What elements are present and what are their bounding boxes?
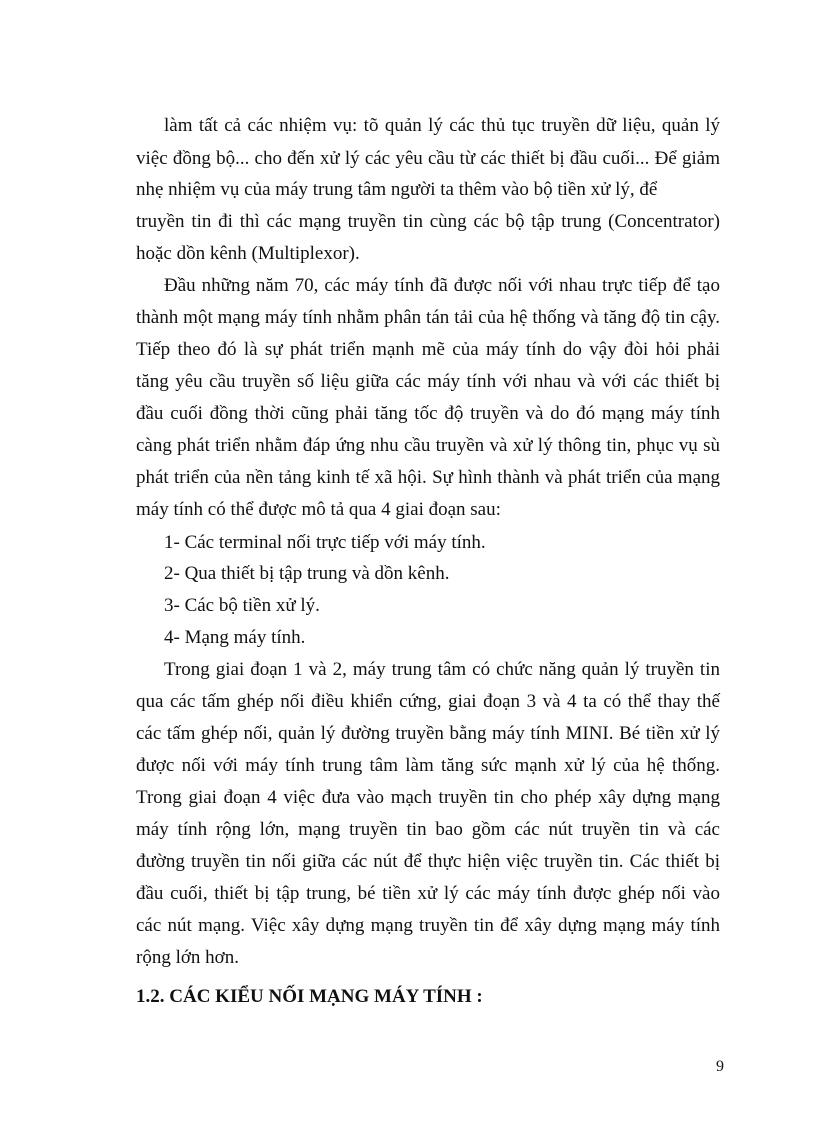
text-line: đầu cuối, thiết bị tập trung, bé tiền xử lý các máy tính được ghép nối vào [136,883,720,904]
text-line: các tấm ghép nối, quản lý đường truyền bằng máy tính MINI. Bé tiền xử lý [136,723,720,744]
text-line: máy tính có thể được mô tả qua 4 giai đoạn sau: [136,499,501,520]
text-line: Trong giai đoạn 1 và 2, máy trung tâm có chức năng quản lý truyền tin [164,659,720,680]
text-line: các nút mạng. Việc xây dựng mạng truyền tin để xây dựng mạng máy tính [136,915,720,936]
text-line: đầu cuối đồng thời cũng phải tăng tốc độ truyền và do đó mạng máy tính [136,403,720,424]
list-item: 2- Qua thiết bị tập trung và dồn kênh. [164,563,450,584]
text-line: qua các tấm ghép nối điều khiển cứng, giai đoạn 3 và 4 ta có thể thay thế [136,691,720,712]
list-item: 1- Các terminal nối trực tiếp với máy tính. [164,532,486,553]
text-line: đường truyền tin nối giữa các nút để thực hiện việc truyền tin. Các thiết bị [136,851,720,872]
text-line: Trong giai đoạn 4 việc đưa vào mạch truyền tin cho phép xây dựng mạng [136,787,720,808]
text-line: thành một mạng máy tính nhằm phân tán tải của hệ thống và tăng độ tin cậy. [136,307,720,328]
text-line: phát triển của nền tảng kinh tế xã hội. Sự hình thành và phát triển của mạng [136,467,720,488]
text-line: máy tính rộng lớn, mạng truyền tin bao gồm các nút truyền tin và các [136,819,720,840]
text-line: nhẹ nhiệm vụ của máy trung tâm người ta thêm vào bộ tiền xử lý, để [136,179,658,200]
text-line: truyền tin đi thì các mạng truyền tin cùng các bộ tập trung (Concentrator) [136,211,720,232]
text-line: Tiếp theo đó là sự phát triển mạnh mẽ của máy tính do vậy đòi hỏi phải [136,339,720,360]
text-line: Đầu những năm 70, các máy tính đã được nối với nhau trực tiếp để tạo [164,275,720,296]
text-line: rộng lớn hơn. [136,947,239,968]
text-line: tăng yêu cầu truyền số liệu giữa các máy tính với nhau và với các thiết bị [136,371,720,392]
page-number: 9 [716,1058,724,1075]
text-line: làm tất cả các nhiệm vụ: tõ quản lý các thủ tục truyền dữ liệu, quản lý [164,115,720,136]
text-line: được nối với máy tính trung tâm làm tăng sức mạnh xử lý của hệ thống. [136,755,720,776]
text-line: hoặc dồn kênh (Multiplexor). [136,243,360,264]
text-line: việc đồng bộ... cho đến xử lý các yêu cầu từ các thiết bị đầu cuối... Để giảm [136,148,720,169]
text-line: càng phát triển nhằm đáp ứng nhu cầu truyền và xử lý thông tin, phục vụ sù [136,435,720,456]
section-heading: 1.2. CÁC KIỂU NỐI MẠNG MÁY TÍNH : [136,986,483,1007]
list-item: 4- Mạng máy tính. [164,627,306,648]
list-item: 3- Các bộ tiền xử lý. [164,595,320,616]
